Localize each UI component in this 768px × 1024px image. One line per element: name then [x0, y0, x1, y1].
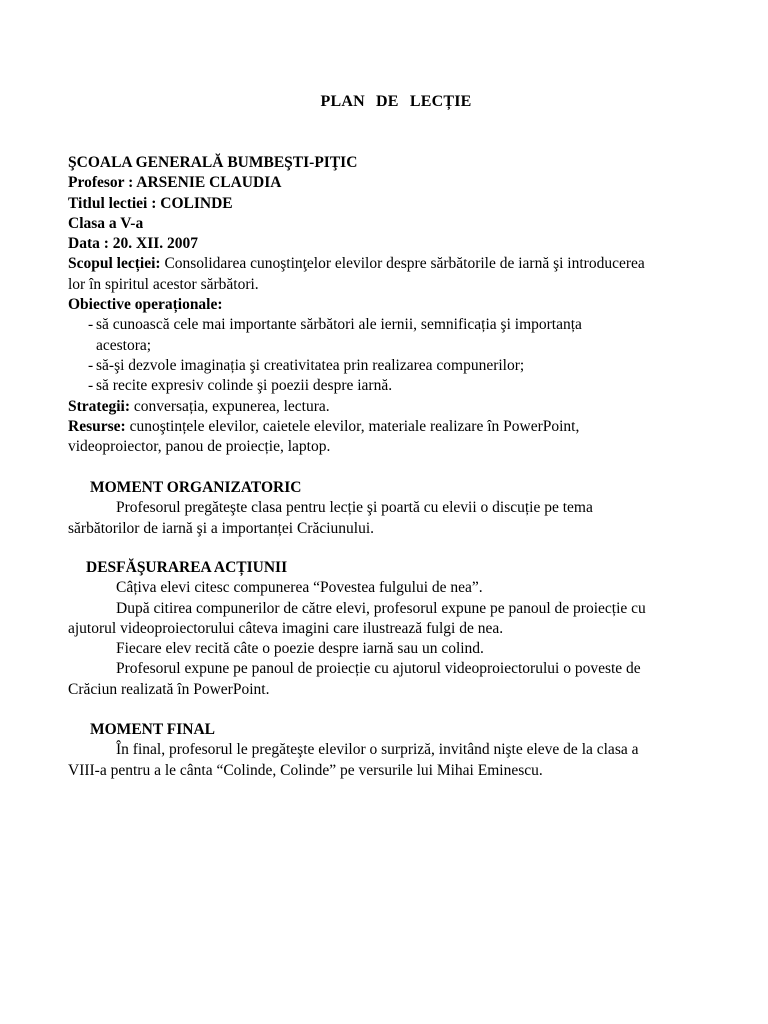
scope-text: Consolidarea cunoştinţelor elevilor despre sărbătorile de iarnă şi introducerea [160, 255, 645, 273]
resources-text: cunoştințele elevilor, caietele elevilor, materiale realizare în PowerPoint, [125, 417, 580, 435]
resources-text-continued: videoproiector, panou de proiecție, laptop. [68, 438, 331, 456]
section-heading: DESFĂŞURAREA ACȚIUNII [86, 559, 288, 576]
section-paragraph-continued: VIII-a pentru a le cânta “Colinde, Colinde” pe versurile lui Mihai Eminescu. [68, 761, 543, 779]
section-desfasurarea [68, 558, 758, 700]
scope-label: Scopul lecției: [68, 255, 161, 273]
strategies-text: conversația, expunerea, lectura. [129, 397, 330, 415]
section-paragraph: În final, profesorul le pregăteşte elevilor o surpriză, invitând nişte eleve de la clasa a [116, 741, 639, 759]
objective-text: să cunoască cele mai importante sărbători ale iernii, semnificația şi importanța [96, 316, 582, 334]
section-paragraph: Profesorul pregăteşte clasa pentru lecție şi poartă cu elevii o discuție pe tema [116, 499, 593, 517]
objective-text-continued: acestora; [96, 336, 152, 354]
objective-item: - să-şi dezvole imaginația şi creativitatea prin realizarea compunerilor; [68, 356, 758, 376]
objectives-list [68, 315, 758, 396]
resources-line [68, 417, 758, 437]
section-paragraph: Fiecare elev recită câte o poezie despre iarnă sau un colind. [116, 640, 484, 658]
scope-text-continued: lor în spiritul acestor sărbători. [68, 275, 259, 293]
page-title: PLAN DE LECȚIE [320, 93, 472, 110]
section-moment-organizatoric [68, 478, 758, 539]
teacher-line: Profesor : ARSENIE CLAUDIA [68, 174, 282, 192]
objective-text: să-şi dezvole imaginația şi creativitatea prin realizarea compunerilor; [96, 356, 525, 374]
section-paragraph-continued: Crăciun realizată în PowerPoint. [68, 680, 270, 698]
section-paragraph: Câțiva elevi citesc compunerea “Povestea fulgului de nea”. [116, 579, 483, 597]
section-heading: MOMENT ORGANIZATORIC [90, 479, 302, 496]
section-paragraph-continued: sărbătorilor de iarnă şi a importanței Crăciunului. [68, 519, 375, 537]
lesson-header [68, 153, 758, 457]
section-paragraph: După citirea compunerilor de către elevi, profesorul expune pe panoul de proiecție cu [116, 599, 646, 617]
objectives-label: Obiective operaționale: [68, 296, 223, 314]
section-paragraph-continued: ajutorul videoproiectorului câteva imagini care ilustrează fulgi de nea. [68, 619, 504, 637]
objective-item: - să cunoască cele mai importante sărbători ale iernii, semnificația şi importanța acestora; [68, 315, 758, 356]
date-line: Data : 20. XII. 2007 [68, 235, 199, 253]
scope-line [68, 254, 758, 274]
class-line: Clasa a V-a [68, 214, 144, 232]
resources-label: Resurse: [68, 417, 126, 435]
objective-item: - să recite expresiv colinde şi poezii despre iarnă. [68, 376, 758, 396]
strategies-label: Strategii: [68, 397, 130, 415]
school-name: ŞCOALA GENERALĂ BUMBEŞTI-PIŢIC [68, 154, 358, 171]
objective-text: să recite expresiv colinde şi poezii despre iarnă. [96, 377, 393, 395]
section-moment-final [68, 720, 758, 781]
section-heading: MOMENT FINAL [90, 721, 216, 738]
strategies-line [68, 397, 758, 417]
lesson-title-line: Titlul lectiei : COLINDE [68, 194, 233, 212]
section-paragraph: Profesorul expune pe panoul de proiecție cu ajutorul videoproiectorului o poveste de [116, 660, 641, 678]
